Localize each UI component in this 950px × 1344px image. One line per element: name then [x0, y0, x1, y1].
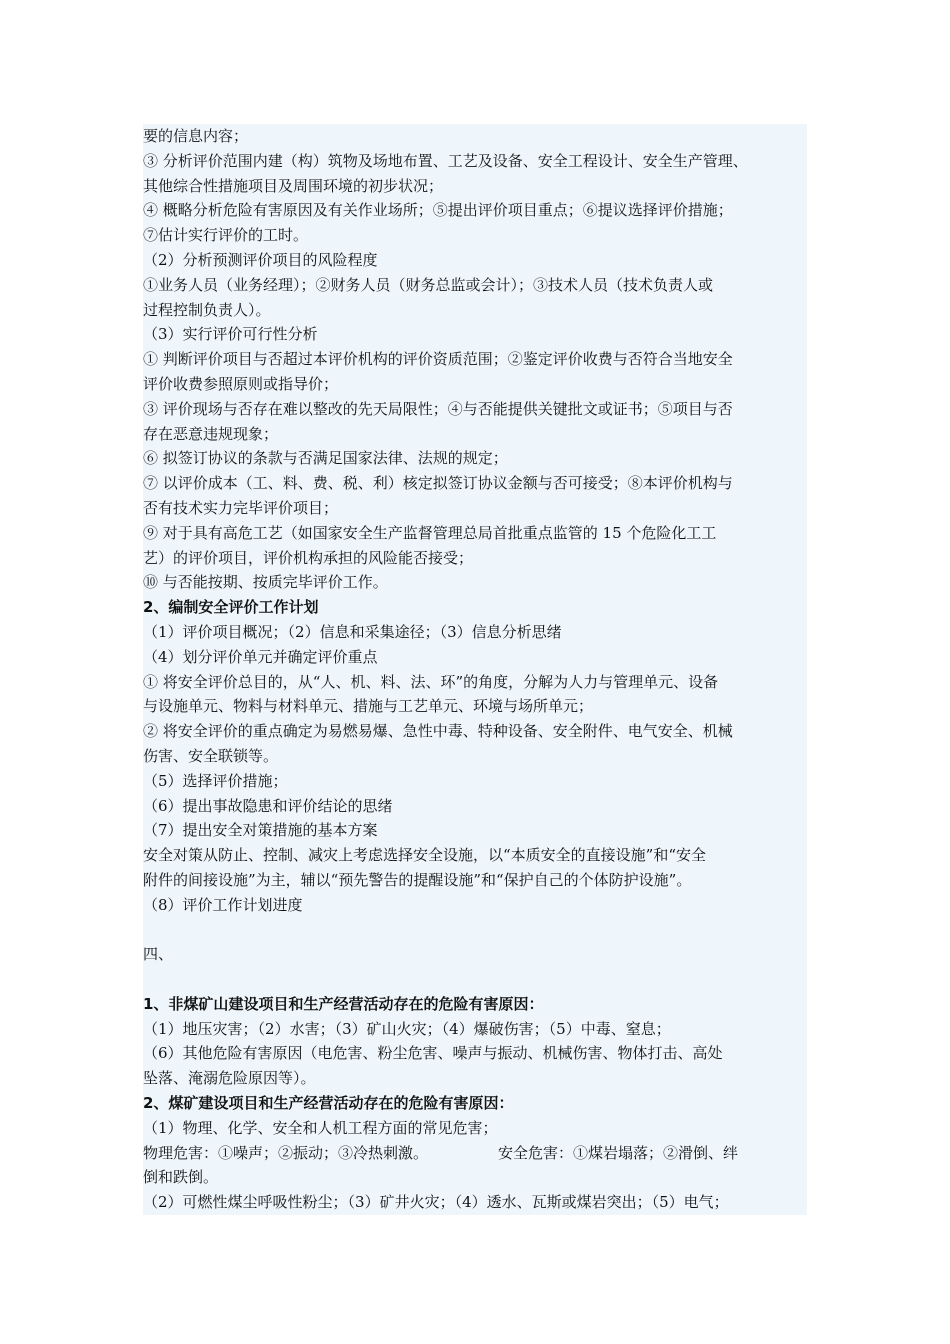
text-line: ③ 分析评价范围内建（构）筑物及场地布置、工艺及设备、安全工程设计、安全生产管理、 [143, 151, 748, 170]
text-line: 评价收费参照原则或指导价； [143, 374, 339, 393]
subheading: （8）评价工作计划进度 [143, 895, 303, 914]
section-heading: 2、编制安全评价工作计划 [143, 598, 319, 617]
text-line: ⑥ 拟签订协议的条款与否满足国家法律、法规的规定； [143, 449, 508, 468]
safety-hazards-text: 安全危害：①煤岩塌落；②滑倒、绊 [498, 1143, 739, 1162]
text-line: （1）物理、化学、安全和人机工程方面的常见危害； [143, 1118, 498, 1137]
text-line: ② 将安全评价的重点确定为易燃易爆、急性中毒、特种设备、安全附件、电气安全、机械 [143, 722, 733, 741]
text-line: （2）可燃性煤尘呼吸性粉尘；（3）矿井火灾；（4）透水、瓦斯或煤岩突出；（5）电气； [143, 1193, 729, 1212]
text-line: ⑦ 以评价成本（工、料、费、税、利）核定拟签订协议金额与否可接受；⑧本评价机构与 [143, 474, 733, 493]
text-line: ① 判断评价项目与否超过本评价机构的评价资质范围；②鉴定评价收费与否符合当地安全 [143, 350, 733, 369]
text-line: ① 将安全评价总目的，从“人、机、料、法、环”的角度，分解为人力与管理单元、设备 [143, 672, 719, 691]
text-line: （1）评价项目概况；（2）信息和采集途径；（3）信息分析思绪 [143, 622, 562, 641]
text-line: ③ 评价现场与否存在难以整改的先天局限性；④与否能提供关键批文或证书；⑤项目与否 [143, 399, 733, 418]
blank-line [143, 967, 807, 992]
subheading: （3）实行评价可行性分析 [143, 325, 318, 344]
text-line: 其他综合性措施项目及周围环境的初步状况； [143, 176, 444, 195]
text-line: 伤害、安全联锁等。 [143, 746, 279, 765]
text-line: 倒和跌倒。 [143, 1168, 219, 1187]
subheading: （4）划分评价单元并确定评价重点 [143, 647, 378, 666]
text-line: 艺）的评价项目，评价机构承担的风险能否接受； [143, 548, 474, 567]
text-line: 坠落、淹溺危险原因等）。 [143, 1069, 316, 1088]
text-line: ④ 概略分析危险有害原因及有关作业场所；⑤提出评价项目重点；⑥提议选择评价措施； [143, 201, 733, 220]
text-line: ⑩ 与否能按期、按质完毕评价工作。 [143, 573, 388, 592]
text-line: ⑦估计实行评价的工时。 [143, 226, 309, 245]
document-page [143, 124, 807, 1215]
section-heading: 2、煤矿建设项目和生产经营活动存在的危险有害原因： [143, 1094, 514, 1113]
subheading: （2）分析预测评价项目的风险程度 [143, 250, 378, 269]
text-line: 安全对策从防止、控制、减灾上考虑选择安全设施，以“本质安全的直接设施”和“安全 [143, 846, 707, 865]
blank-line [143, 918, 807, 943]
subheading: （5）选择评价措施； [143, 771, 288, 790]
text-line: （1）地压灾害；（2）水害；（3）矿山火灾；（4）爆破伤害；（5）中毒、窒息； [143, 1019, 671, 1038]
text-line: ①业务人员（业务经理）；②财务人员（财务总监或会计）；③技术人员（技术负责人或 [143, 275, 714, 294]
text-line: 存在恶意违规现象； [143, 424, 279, 443]
text-line: 过程控制负责人）。 [143, 300, 271, 319]
subheading: （7）提出安全对策措施的基本方案 [143, 821, 378, 840]
text-line: 否有技术实力完毕评价项目； [143, 498, 339, 517]
section-heading: 1、非煤矿山建设项目和生产经营活动存在的危险有害原因： [143, 994, 544, 1013]
text-line: 要的信息内容； [143, 127, 249, 145]
text-line: （6）其他危险有害原因（电危害、粉尘危害、噪声与振动、机械伤害、物体打击、高处 [143, 1044, 723, 1063]
text-line: 附件的间接设施”为主，辅以“预先警告的提醒设施”和“保护自己的个体防护设施”。 [143, 870, 692, 889]
text-line: 与设施单元、物料与材料单元、措施与工艺单元、环境与场所单元； [143, 697, 594, 716]
physical-hazards-text: 物理危害：①噪声；②振动；③冷热刺激。 [143, 1143, 429, 1162]
subheading: （6）提出事故隐患和评价结论的思绪 [143, 796, 393, 815]
text-line: ⑨ 对于具有高危工艺（如国家安全生产监督管理总局首批重点监管的 15 个危险化工工 [143, 523, 717, 542]
text-line [143, 1141, 807, 1166]
chapter-number: 四、 [143, 945, 174, 964]
